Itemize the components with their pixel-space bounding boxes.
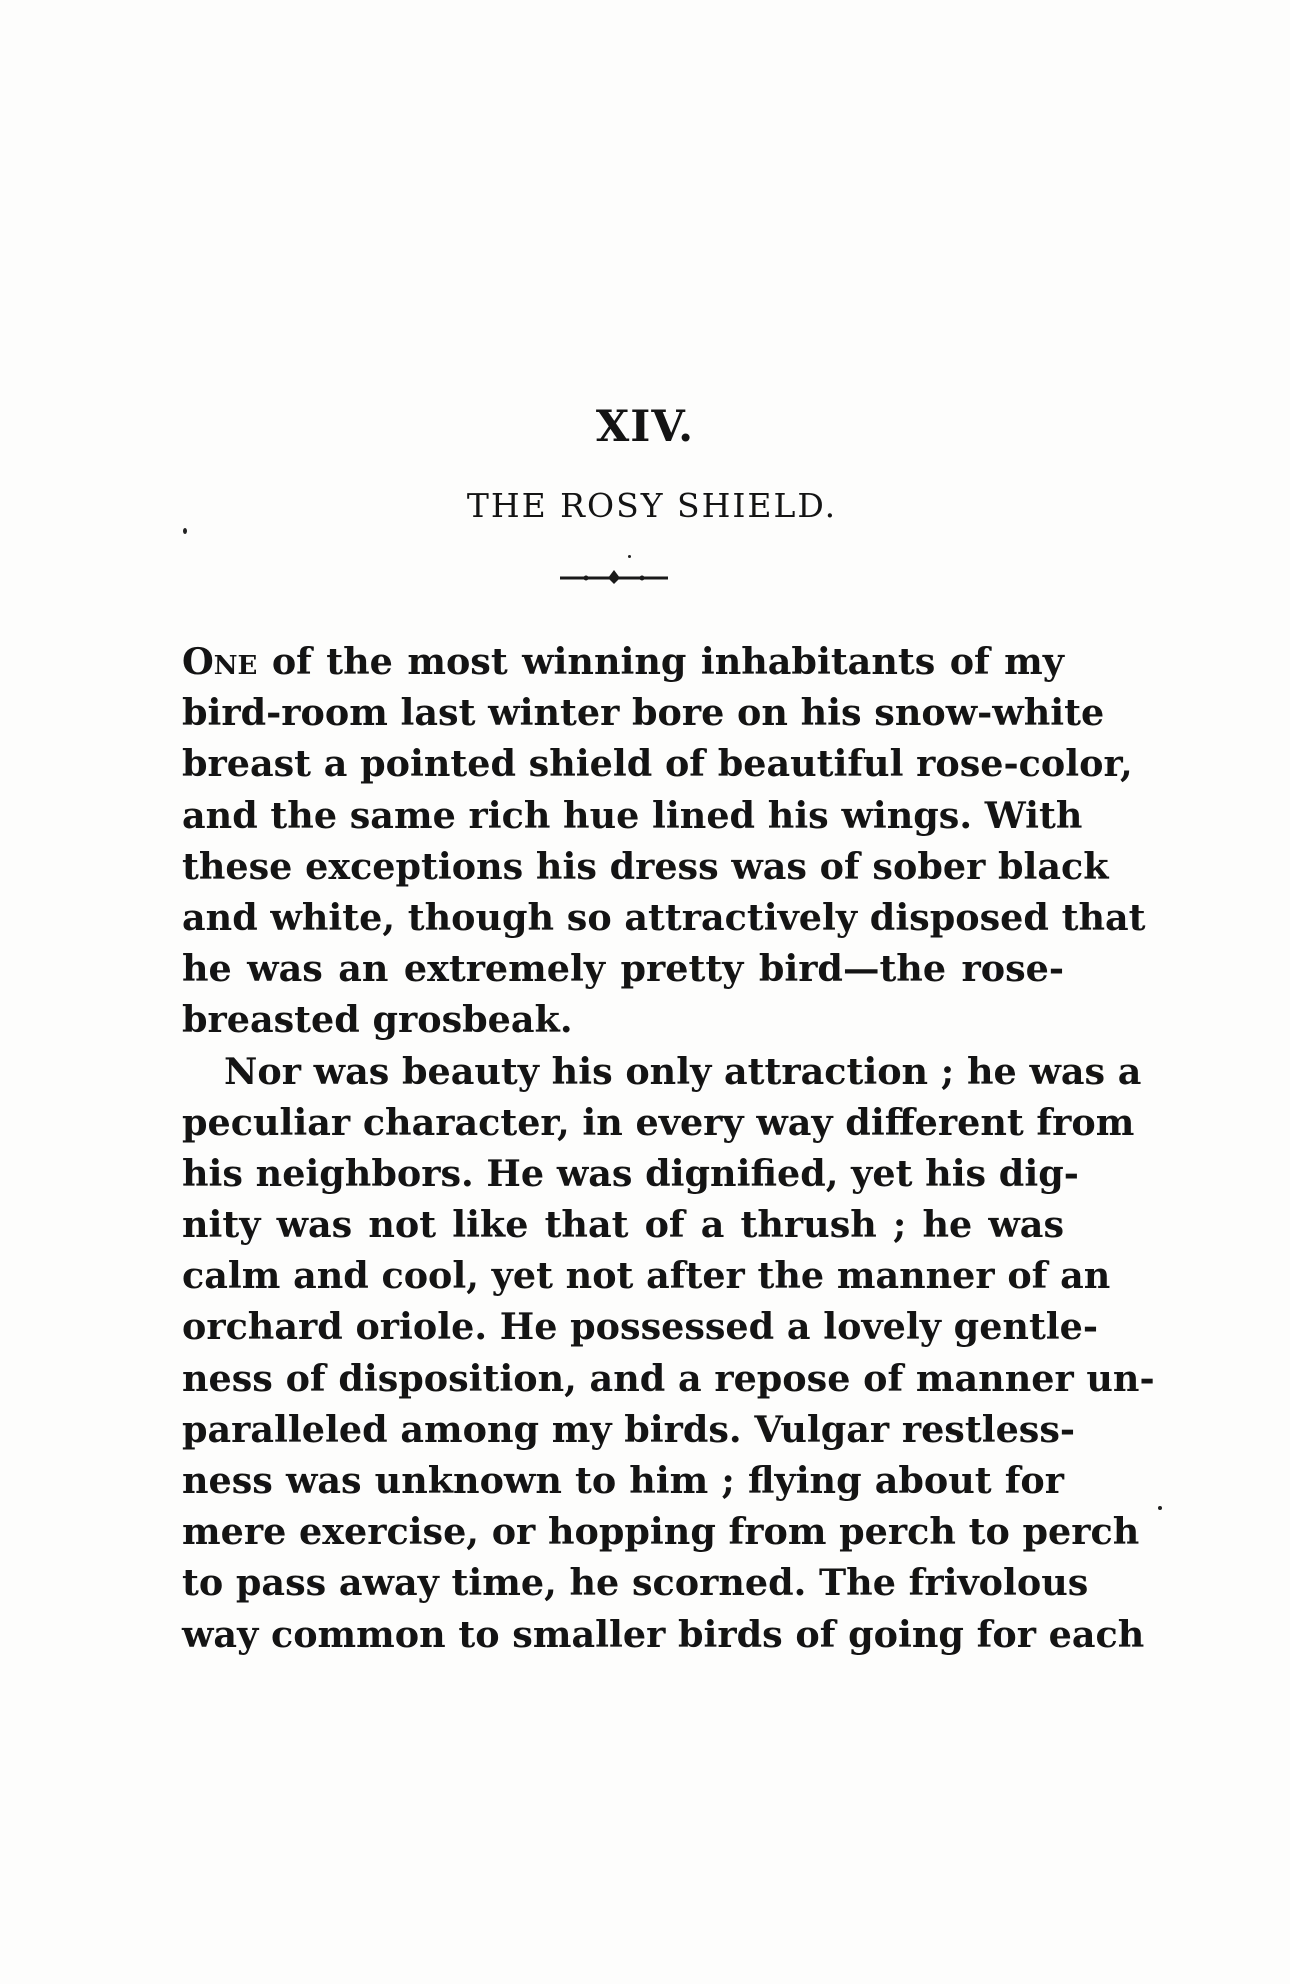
drop-word: One xyxy=(182,640,258,683)
text-line: his neighbors. He was dignified, yet his dig- xyxy=(182,1151,1079,1195)
text-line: ness was unknown to him ; flying about for xyxy=(182,1459,1064,1502)
text-line: he was an extremely pretty bird—the rose- xyxy=(182,947,1064,991)
text-line: mere exercise, or hopping from perch to perch xyxy=(182,1510,1140,1554)
text-line xyxy=(182,636,1064,687)
chapter-number: XIV. xyxy=(595,402,695,452)
text-line: bird-room last winter bore on his snow-white xyxy=(182,691,1105,735)
text-line: orchard oriole. He possessed a lovely gentle- xyxy=(182,1305,1099,1349)
body-text xyxy=(182,636,1155,1660)
text-line: and white, though so attractively disposed that xyxy=(182,895,1146,939)
chapter-title: THE ROSY SHIELD. xyxy=(466,486,838,525)
ink-speck xyxy=(1158,1506,1162,1510)
ink-speck xyxy=(628,555,631,558)
text-line: nity was not like that of a thrush ; he was xyxy=(182,1203,1064,1247)
text-line: breasted grosbeak. xyxy=(182,998,573,1042)
text-line: these exceptions his dress was of sober black xyxy=(182,844,1109,888)
text-line: to pass away time, he scorned. The frivolous xyxy=(182,1561,1089,1605)
text-line: calm and cool, yet not after the manner of an xyxy=(182,1254,1111,1298)
text-line: Nor was beauty his only attraction ; he was a xyxy=(224,1049,1142,1093)
text-line: way common to smaller birds of going for each xyxy=(182,1612,1145,1656)
ornament-divider-icon xyxy=(556,568,672,586)
text-line: breast a pointed shield of beautiful rose-color, xyxy=(182,742,1133,786)
text-line: and the same rich hue lined his wings. With xyxy=(182,793,1083,837)
ink-speck xyxy=(183,528,187,534)
text-line: ness of disposition, and a repose of manner un- xyxy=(182,1356,1155,1400)
line-text: of the most winning inhabitants of my xyxy=(257,640,1064,683)
text-line: peculiar character, in every way different from xyxy=(182,1100,1135,1144)
text-line: paralleled among my birds. Vulgar restless- xyxy=(182,1407,1076,1451)
